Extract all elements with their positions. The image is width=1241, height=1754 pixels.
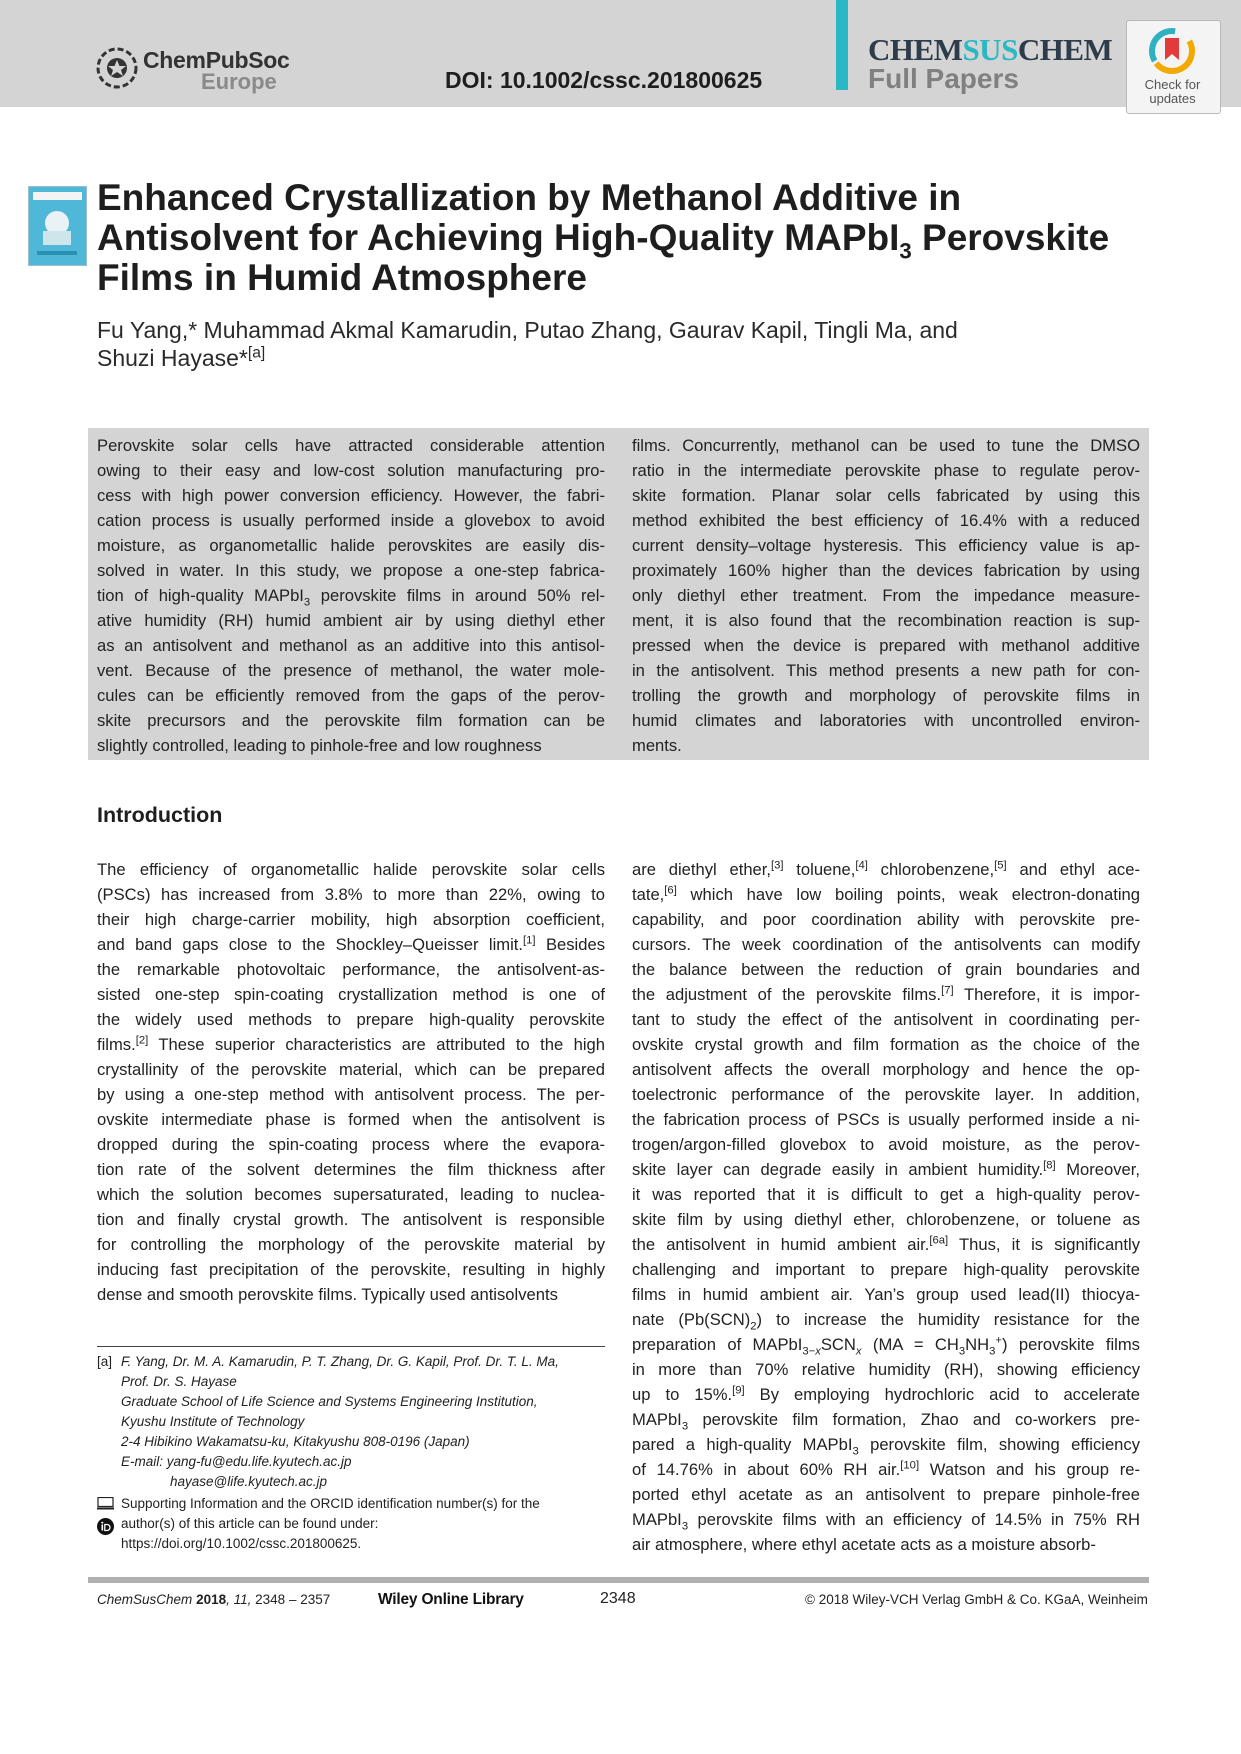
text-line: the widely used methods to prepare high-quality perovskite <box>97 1010 605 1029</box>
text-line: toelectronic performance of the perovskite layer. In addition, <box>632 1085 1140 1104</box>
text-line: which the solution becomes supersaturated, leading to nuclea- <box>97 1185 605 1204</box>
text-line: the antisolvent in humid ambient air.[6a] Thus, it is significantly <box>632 1234 1140 1254</box>
support-line: Supporting Information and the ORCID identification number(s) for the <box>121 1496 540 1511</box>
text-line: antisolvent affects the overall morphology and hence the op- <box>632 1060 1140 1079</box>
section-label: Full Papers <box>868 63 1019 94</box>
footnote-label: [a] <box>97 1354 113 1369</box>
copyright-notice: © 2018 Wiley-VCH Verlag GmbH & Co. KGaA, Weinheim <box>805 1592 1148 1607</box>
text-line: tion and finally crystal growth. The antisolvent is responsible <box>97 1210 605 1229</box>
wiley-online-library-link[interactable]: Wiley Online Library <box>378 1591 524 1608</box>
text-line: cess with high power conversion efficiency. However, the fabri- <box>97 486 605 505</box>
text-line: ovskite crystal growth and film formation as the choice of the <box>632 1035 1140 1054</box>
text-line: Perovskite solar cells have attracted considerable attention <box>97 436 605 455</box>
text-line: tion rate of the solvent determines the film thickness after <box>97 1160 605 1179</box>
text-line: owing to their easy and low-cost solution manufacturing pro- <box>97 461 605 480</box>
text-line: capability, and poor coordination ability with perovskite pre- <box>632 910 1140 929</box>
article-title: Enhanced Crystallization by Methanol Additive in Antisolvent for Achieving High-Quality MAPbI$_3$ Perovskite Films in Humid Atmosphere <box>97 177 1110 298</box>
text-line: the balance between the reduction of grain boundaries and <box>632 960 1140 979</box>
text-line: for controlling the morphology of the perovskite material by <box>97 1235 605 1254</box>
footnote-line: Graduate School of Life Science and Systems Engineering Institution, <box>121 1394 538 1409</box>
check-for-updates-icon[interactable] <box>1147 26 1197 76</box>
footnote-rule <box>97 1346 605 1347</box>
text-line: ment, it is also found that the recombination reaction is sup- <box>632 611 1140 630</box>
chempubsoc-logo-icon <box>95 46 139 90</box>
text-line: dropped during the spin-coating process where the evapora- <box>97 1135 605 1154</box>
author-list: Fu Yang,* Muhammad Akmal Kamarudin, Putao Zhang, Gaurav Kapil, Tingli Ma, and Shuzi Hayase*[a] <box>97 317 958 371</box>
text-line: solved in water. In this study, we propose a one-step fabrica- <box>97 561 605 580</box>
text-line: crystallinity of the perovskite material, which can be prepared <box>97 1060 605 1079</box>
text-line: inducing fast precipitation of the perovskite, resulting in highly <box>97 1260 605 1279</box>
text-line: tion of high-quality MAPbI$_3$ perovskite films in around 50% rel- <box>97 586 605 609</box>
body-right-column <box>632 857 1140 1557</box>
text-line: sisted one-step spin-coating crystallization method is one of <box>97 985 605 1004</box>
footer-rule <box>88 1577 1149 1583</box>
publisher-name: ChemPubSoc <box>143 47 290 73</box>
text-line: and band gaps close to the Shockley–Queisser limit.[1] Besides <box>97 934 605 954</box>
affiliation-footnote <box>97 1352 605 1492</box>
doi-link[interactable]: https://doi.org/10.1002/cssc.201800625. <box>121 1536 362 1551</box>
text-line: as an antisolvent and methanol as an additive into this antisol- <box>97 636 605 655</box>
email-link[interactable]: hayase@life.kyutech.ac.jp <box>170 1474 328 1489</box>
text-line: only diethyl ether treatment. From the impedance measure- <box>632 586 1140 605</box>
footnote-line: 2-4 Hibikino Wakamatsu-ku, Kitakyushu 808-0196 (Japan) <box>121 1434 470 1449</box>
text-line: The efficiency of organometallic halide perovskite solar cells <box>97 860 605 879</box>
text-line: cation process is usually performed inside a glovebox to avoid <box>97 511 605 530</box>
text-line: slightly controlled, leading to pinhole-free and low roughness <box>97 736 542 755</box>
text-line: trolling the growth and morphology of perovskite films in <box>632 686 1140 705</box>
doi-label[interactable]: DOI: 10.1002/cssc.201800625 <box>445 67 763 93</box>
text-line: method exhibited the best efficiency of 16.4% with a reduced <box>632 511 1140 530</box>
text-line: skite layer can degrade easily in ambient humidity.[8] Moreover, <box>632 1159 1141 1179</box>
publisher-region: Europe <box>201 69 277 94</box>
text-line: skite precursors and the perovskite film formation can be <box>97 711 605 730</box>
text-line: ments. <box>632 736 682 755</box>
check-for-updates-label[interactable]: Check for updates <box>1144 77 1201 106</box>
text-line: air atmosphere, where ethyl acetate acts as a moisture absorb- <box>632 1535 1096 1554</box>
text-line: the adjustment of the perovskite films.[7] Therefore, it is impor- <box>632 984 1140 1004</box>
section-heading-introduction: Introduction <box>97 803 223 827</box>
text-line: pressed when the device is prepared with methanol additive <box>632 636 1140 655</box>
text-line: in more than 70% relative humidity (RH), showing efficiency <box>632 1360 1140 1379</box>
text-line: moisture, as organometallic halide perovskites are easily dis- <box>97 536 605 555</box>
orcid-icon <box>97 1518 114 1535</box>
text-line: proximately 160% higher than the devices fabrication by using <box>632 561 1140 580</box>
text-line: skite formation. Planar solar cells fabricated by using this <box>632 486 1140 505</box>
text-line: current density–voltage hysteresis. This efficiency value is ap- <box>632 536 1140 555</box>
text-line: skite film by using diethyl ether, chlorobenzene, or toluene as <box>632 1210 1140 1229</box>
text-line: tate,[6] which have low boiling points, weak electron-donating <box>632 884 1140 904</box>
text-line: ovskite intermediate phase is formed when the antisolvent is <box>97 1110 605 1129</box>
footer-citation: ChemSusChem 2018, 11, 2348 – 2357 <box>97 1592 331 1607</box>
accent-bar <box>836 0 848 90</box>
text-line: nate $(Pb(SCN)_2)$ to increase the humidity resistance for the <box>632 1310 1140 1333</box>
text-line: ratio in the intermediate perovskite phase to regulate perov- <box>632 461 1140 480</box>
text-line: cules can be efficiently removed from the gaps of the perov- <box>97 686 605 705</box>
text-line: of 14.76% in about 60% RH air.[10] Watson and his group re- <box>632 1459 1140 1479</box>
supporting-info-note <box>97 1494 605 1554</box>
text-line: MAPbI$_3$ perovskite films with an efficiency of 14.5% in 75% RH <box>632 1510 1140 1533</box>
support-line: author(s) of this article can be found under: <box>121 1516 379 1531</box>
footnote-line: Kyushu Institute of Technology <box>121 1414 305 1429</box>
text-line: dense and smooth perovskite films. Typically used antisolvents <box>97 1285 558 1304</box>
text-line: are diethyl ether,[3] toluene,[4] chlorobenzene,[5] and ethyl ace- <box>632 859 1140 879</box>
text-line: the fabrication process of PSCs is usually performed inside a ni- <box>632 1110 1140 1129</box>
abstract-left-column <box>97 433 605 758</box>
abstract-right-column <box>632 433 1140 758</box>
footnote-line: Prof. Dr. S. Hayase <box>121 1374 237 1389</box>
text-line: ative humidity (RH) humid ambient air by using diethyl ether <box>97 611 605 630</box>
text-line: tant to study the effect of the antisolvent in coordinating per- <box>632 1010 1140 1029</box>
journal-name: CHEMSUSCHEM <box>868 32 1113 67</box>
text-line: vent. Because of the presence of methanol, the water mole- <box>97 661 605 680</box>
text-line: in the antisolvent. This method presents a new path for con- <box>632 661 1140 680</box>
text-line: films.[2] These superior characteristics are attributed to the high <box>97 1034 605 1054</box>
page-number: 2348 <box>600 1590 636 1607</box>
text-line: cursors. The week coordination of the antisolvents can modify <box>632 935 1140 954</box>
footnote-line: F. Yang, Dr. M. A. Kamarudin, P. T. Zhang, Dr. G. Kapil, Prof. Dr. T. L. Ma, <box>121 1354 559 1369</box>
computer-icon <box>97 1497 114 1510</box>
text-line: preparation of $MAPbI_{3-x}SCN_x$ $(MA = CH_3NH_3^+)$ perovskite films <box>632 1334 1140 1358</box>
text-line: humid climates and laboratories with uncontrolled environ- <box>632 711 1140 730</box>
text-line: it was reported that it is difficult to get a high-quality perov- <box>632 1185 1140 1204</box>
text-line: their high charge-carrier mobility, high absorption coefficient, <box>97 910 605 929</box>
text-line: trogen/argon-filled glovebox to avoid moisture, as the perov- <box>632 1135 1140 1154</box>
body-left-column <box>97 857 605 1307</box>
text-line: films. Concurrently, methanol can be used to tune the DMSO <box>632 436 1140 455</box>
text-line: up to 15%.[9] By employing hydrochloric acid to accelerate <box>632 1384 1140 1404</box>
text-line: films in humid ambient air. Yan’s group used lead(II) thiocya- <box>632 1285 1140 1304</box>
text-line: the remarkable photovoltaic performance, the antisolvent-as- <box>97 960 605 979</box>
email-link[interactable]: E-mail: yang-fu@edu.life.kyutech.ac.jp <box>121 1454 352 1469</box>
text-line: by using a one-step method with antisolvent process. The per- <box>97 1085 605 1104</box>
text-line: challenging and important to prepare high-quality perovskite <box>632 1260 1140 1279</box>
text-line: (PSCs) has increased from 3.8% to more than 22%, owing to <box>97 885 605 904</box>
text-line: ported ethyl acetate as an antisolvent to prepare pinhole-free <box>632 1485 1140 1504</box>
text-line: pared a high-quality MAPbI$_3$ perovskite film, showing efficiency <box>632 1435 1140 1458</box>
text-line: MAPbI$_3$ perovskite film formation, Zhao and co-workers pre- <box>632 1410 1140 1433</box>
journal-cover-thumbnail <box>28 186 87 266</box>
